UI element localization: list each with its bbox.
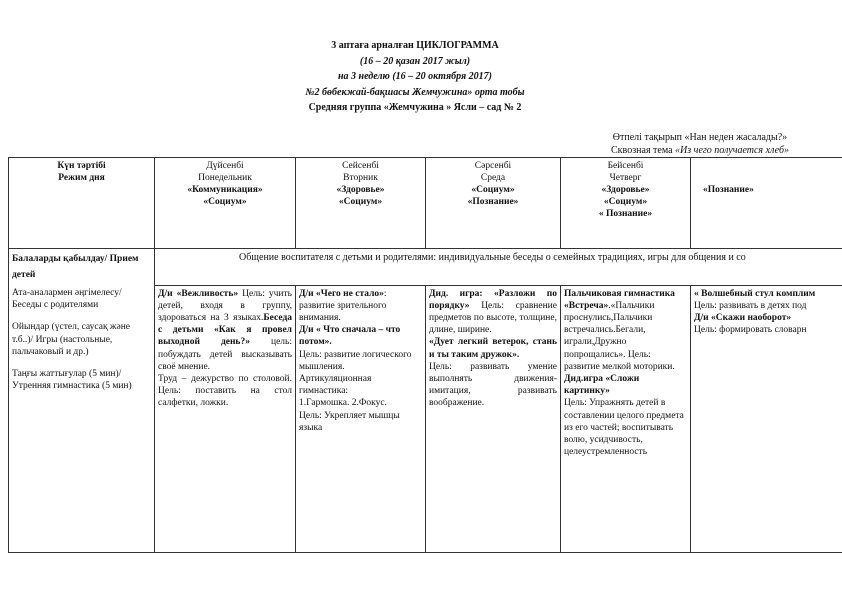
friday-activities: « Волшебный стул комплим Цель: развивать в детях под Д/и «Скажи наоборот» Цель: формировать словарн bbox=[691, 285, 842, 552]
header-thursday: Бейсенбі Четверг «Здоровье» «Социум» « Познание» bbox=[561, 158, 691, 249]
theme-block bbox=[560, 131, 840, 157]
header-line-2: (16 – 20 қазан 2017 жыл) bbox=[359, 55, 471, 67]
header-regime: Күн тәртібі Режим дня bbox=[9, 158, 155, 249]
theme-ru-prefix: Сквозная тема bbox=[611, 145, 676, 156]
header-line-4: №2 бөбекжай-бақшасы Жемчужина» орта тобы bbox=[305, 86, 525, 98]
regime-items bbox=[9, 285, 155, 552]
reception-label: Балаларды қабылдау/ Прием детей bbox=[9, 249, 155, 286]
header-monday: Дүйсенбі Понедельник «Коммуникация» «Социум» bbox=[155, 158, 296, 249]
theme-ru bbox=[560, 144, 840, 157]
reception-common-text: Общение воспитателя с детьми и родителями: индивидуальные беседы о семейных традициях, игры для общения и со bbox=[155, 249, 842, 286]
monday-activities: Д/и «Вежливость» Цель: учить детей, входя в группу, здороваться на 3 языках.Беседа с детьми «Как я провел выходной день?» цель: побуждать детей высказывать своё мнение. Труд – дежурство по столовой. Цель: поставить на стол салфетки, ложки. bbox=[155, 285, 296, 552]
tuesday-activities: Д/и «Чего не стало»: развитие зрительного внимания. Д/и « Что сначала – что потом». Цель: развитие логического мышления. Артикуляционная гимнастика: 1.Гармошка. 2.Фокус. Цель: Укрепляет мышцы языка bbox=[296, 285, 426, 552]
header-line-3: на 3 неделю (16 – 20 октября 2017) bbox=[337, 71, 493, 82]
parents-talk: Ата-аналармен әңгімелесу/ Беседы с родителями bbox=[12, 288, 122, 311]
wednesday-activities: Дид. игра: «Разложи по порядку» Цель: сравнение предметов по высоте, толщине, длине, ширине. «Дует легкий ветерок, стань и ты таким дружок». Цель: развивать умение выполнять движения-имитация, развивать воображение. bbox=[426, 285, 561, 552]
table-header-row bbox=[9, 158, 842, 249]
document-header bbox=[160, 38, 670, 116]
thursday-activities: Пальчиковая гимнастика «Встреча».«Пальчики проснулись,Пальчики встречались.Бегали, играли,Дружно попрощались». Цель: развитие мелкой моторики. Дид.игра «Сложи картинку» Цель: Упражнять детей в составлении целого предмета из его частей; воспитывать волю, усидчивость, целеустремленность bbox=[561, 285, 691, 552]
theme-kz: Өтпелі тақырып «Нан неден жасалады?» bbox=[612, 132, 788, 143]
reception-row bbox=[9, 249, 842, 286]
header-line-1: 3 аптаға арналған ЦИКЛОГРАММА bbox=[331, 40, 499, 51]
header-line-5: Средняя группа «Жемчужина » Ясли – сад № 2 bbox=[308, 102, 522, 113]
header-wednesday: Сәрсенбі Среда «Социум» «Познание» bbox=[426, 158, 561, 249]
cyclogram-table bbox=[8, 157, 842, 553]
gym-item: Таңғы жаттығулар (5 мин)/ Утренняя гимнастика (5 мин) bbox=[12, 369, 132, 392]
games-item: Ойындар (үстел, саусақ және т.б..)/ Игры (настольные, пальчаковый и др.) bbox=[12, 322, 131, 357]
header-friday: «Познание» bbox=[691, 158, 842, 249]
header-tuesday: Сейсенбі Вторник «Здоровье» «Социум» bbox=[296, 158, 426, 249]
theme-ru-title: «Из чего получается хлеб» bbox=[675, 145, 789, 156]
activities-row bbox=[9, 285, 842, 552]
